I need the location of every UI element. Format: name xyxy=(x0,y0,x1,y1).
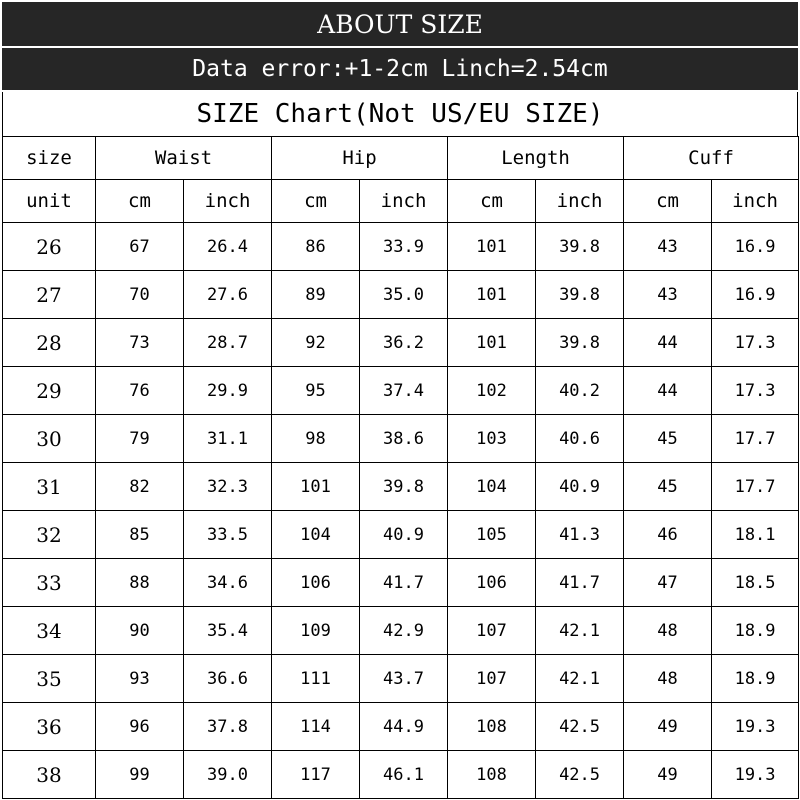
table-cell: 85 xyxy=(96,511,184,559)
waist-header: Waist xyxy=(96,137,272,180)
table-cell: 36.2 xyxy=(360,319,448,367)
table-cell: 95 xyxy=(272,367,360,415)
table-cell: 34.6 xyxy=(184,559,272,607)
size-header: size xyxy=(3,137,96,180)
table-cell: 37.8 xyxy=(184,703,272,751)
table-cell: 79 xyxy=(96,415,184,463)
unit-cell: cm xyxy=(448,180,536,223)
size-cell: 38 xyxy=(3,751,96,799)
table-cell: 44 xyxy=(624,319,712,367)
table-row xyxy=(3,415,799,463)
size-cell: 26 xyxy=(3,223,96,271)
table-cell: 101 xyxy=(448,271,536,319)
size-cell: 35 xyxy=(3,655,96,703)
table-row xyxy=(3,367,799,415)
table-cell: 106 xyxy=(272,559,360,607)
unit-header: unit xyxy=(3,180,96,223)
table-cell: 19.3 xyxy=(712,703,799,751)
table-cell: 111 xyxy=(272,655,360,703)
table-cell: 82 xyxy=(96,463,184,511)
table-cell: 42.1 xyxy=(536,655,624,703)
table-cell: 17.3 xyxy=(712,319,799,367)
table-cell: 117 xyxy=(272,751,360,799)
table-cell: 106 xyxy=(448,559,536,607)
table-cell: 40.9 xyxy=(360,511,448,559)
table-cell: 39.0 xyxy=(184,751,272,799)
table-cell: 31.1 xyxy=(184,415,272,463)
table-cell: 107 xyxy=(448,655,536,703)
table-row xyxy=(3,463,799,511)
unit-cell: inch xyxy=(712,180,799,223)
table-cell: 67 xyxy=(96,223,184,271)
unit-cell: cm xyxy=(624,180,712,223)
table-cell: 108 xyxy=(448,751,536,799)
table-cell: 32.3 xyxy=(184,463,272,511)
table-cell: 104 xyxy=(448,463,536,511)
table-cell: 42.9 xyxy=(360,607,448,655)
table-cell: 103 xyxy=(448,415,536,463)
page-title: ABOUT SIZE xyxy=(2,2,798,46)
table-cell: 45 xyxy=(624,463,712,511)
table-cell: 47 xyxy=(624,559,712,607)
unit-cell: inch xyxy=(360,180,448,223)
table-cell: 93 xyxy=(96,655,184,703)
table-cell: 114 xyxy=(272,703,360,751)
table-row xyxy=(3,703,799,751)
table-cell: 17.7 xyxy=(712,415,799,463)
table-cell: 105 xyxy=(448,511,536,559)
table-cell: 42.5 xyxy=(536,751,624,799)
table-cell: 86 xyxy=(272,223,360,271)
header-row-units xyxy=(3,180,799,223)
table-cell: 49 xyxy=(624,751,712,799)
cuff-header: Cuff xyxy=(624,137,799,180)
table-cell: 18.5 xyxy=(712,559,799,607)
table-cell: 101 xyxy=(448,319,536,367)
header-row-groups xyxy=(3,137,799,180)
table-cell: 109 xyxy=(272,607,360,655)
table-cell: 101 xyxy=(448,223,536,271)
size-cell: 33 xyxy=(3,559,96,607)
table-cell: 104 xyxy=(272,511,360,559)
table-cell: 35.0 xyxy=(360,271,448,319)
table-cell: 18.1 xyxy=(712,511,799,559)
table-cell: 49 xyxy=(624,703,712,751)
table-cell: 42.5 xyxy=(536,703,624,751)
size-table xyxy=(2,136,799,799)
size-cell: 30 xyxy=(3,415,96,463)
chart-title: SIZE Chart(Not US/EU SIZE) xyxy=(2,92,798,136)
table-cell: 90 xyxy=(96,607,184,655)
table-cell: 40.2 xyxy=(536,367,624,415)
unit-cell: inch xyxy=(184,180,272,223)
table-cell: 43 xyxy=(624,223,712,271)
table-row xyxy=(3,319,799,367)
table-row xyxy=(3,511,799,559)
table-cell: 33.5 xyxy=(184,511,272,559)
table-cell: 17.3 xyxy=(712,367,799,415)
table-cell: 38.6 xyxy=(360,415,448,463)
size-cell: 28 xyxy=(3,319,96,367)
table-cell: 42.1 xyxy=(536,607,624,655)
table-cell: 88 xyxy=(96,559,184,607)
table-cell: 39.8 xyxy=(360,463,448,511)
size-cell: 32 xyxy=(3,511,96,559)
table-row xyxy=(3,607,799,655)
table-cell: 76 xyxy=(96,367,184,415)
size-cell: 36 xyxy=(3,703,96,751)
table-cell: 39.8 xyxy=(536,223,624,271)
table-cell: 40.6 xyxy=(536,415,624,463)
table-cell: 48 xyxy=(624,607,712,655)
size-cell: 29 xyxy=(3,367,96,415)
table-cell: 46 xyxy=(624,511,712,559)
table-cell: 41.3 xyxy=(536,511,624,559)
table-cell: 46.1 xyxy=(360,751,448,799)
table-cell: 98 xyxy=(272,415,360,463)
size-cell: 34 xyxy=(3,607,96,655)
size-cell: 27 xyxy=(3,271,96,319)
table-cell: 99 xyxy=(96,751,184,799)
table-cell: 41.7 xyxy=(536,559,624,607)
table-cell: 29.9 xyxy=(184,367,272,415)
table-cell: 44.9 xyxy=(360,703,448,751)
table-cell: 27.6 xyxy=(184,271,272,319)
table-cell: 35.4 xyxy=(184,607,272,655)
table-cell: 70 xyxy=(96,271,184,319)
table-cell: 16.9 xyxy=(712,223,799,271)
table-cell: 89 xyxy=(272,271,360,319)
table-row xyxy=(3,655,799,703)
table-cell: 39.8 xyxy=(536,271,624,319)
table-cell: 36.6 xyxy=(184,655,272,703)
table-body xyxy=(3,223,799,799)
table-cell: 17.7 xyxy=(712,463,799,511)
table-cell: 108 xyxy=(448,703,536,751)
unit-cell: inch xyxy=(536,180,624,223)
table-cell: 44 xyxy=(624,367,712,415)
table-row xyxy=(3,559,799,607)
table-cell: 41.7 xyxy=(360,559,448,607)
table-cell: 48 xyxy=(624,655,712,703)
unit-cell: cm xyxy=(96,180,184,223)
table-cell: 101 xyxy=(272,463,360,511)
table-cell: 18.9 xyxy=(712,607,799,655)
table-cell: 96 xyxy=(96,703,184,751)
table-cell: 19.3 xyxy=(712,751,799,799)
unit-cell: cm xyxy=(272,180,360,223)
table-cell: 45 xyxy=(624,415,712,463)
table-row xyxy=(3,223,799,271)
length-header: Length xyxy=(448,137,624,180)
table-cell: 92 xyxy=(272,319,360,367)
table-cell: 26.4 xyxy=(184,223,272,271)
table-cell: 102 xyxy=(448,367,536,415)
table-cell: 33.9 xyxy=(360,223,448,271)
table-row xyxy=(3,751,799,799)
table-cell: 73 xyxy=(96,319,184,367)
hip-header: Hip xyxy=(272,137,448,180)
table-cell: 28.7 xyxy=(184,319,272,367)
table-row xyxy=(3,271,799,319)
table-cell: 43 xyxy=(624,271,712,319)
table-cell: 40.9 xyxy=(536,463,624,511)
table-cell: 107 xyxy=(448,607,536,655)
table-cell: 16.9 xyxy=(712,271,799,319)
table-cell: 43.7 xyxy=(360,655,448,703)
size-cell: 31 xyxy=(3,463,96,511)
table-cell: 39.8 xyxy=(536,319,624,367)
measurement-note: Data error:+1-2cm Linch=2.54cm xyxy=(2,48,798,90)
table-cell: 18.9 xyxy=(712,655,799,703)
table-cell: 37.4 xyxy=(360,367,448,415)
